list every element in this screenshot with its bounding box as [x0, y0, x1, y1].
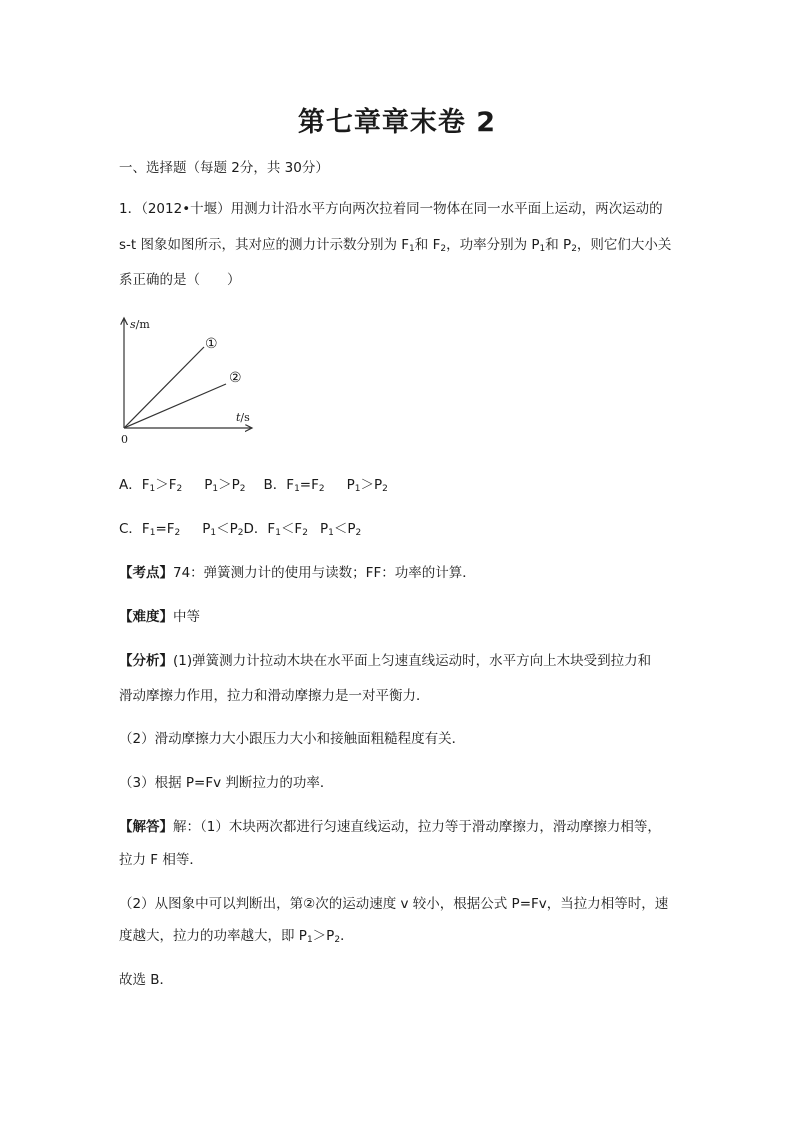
line-2 — [124, 384, 226, 428]
question-line-3: 系正确的是（ ） — [119, 272, 241, 288]
question-line-2: s-t 图象如图所示，其对应的测力计示数分别为 $F_1$和 $F_2$，功率分别为 $P_1$和 $P_2$，则它们大小关 — [119, 237, 672, 254]
line-2-label: ② — [229, 370, 242, 386]
page-title: 第七章章末卷 2 — [297, 107, 497, 138]
jieda-line-3: （2）从图象中可以判断出，第②次的运动速度 v 较小，根据公式 P=Fv，当拉力相等时，速 — [119, 896, 669, 912]
options-cd: C．$F_1=F_2$ $P_1<P_2D$．$F_1<F_2$ $P_1<P_2$ — [119, 521, 362, 538]
jieda-line-4: 度越大，拉力的功率越大，即 $P_1>P_2$． — [119, 928, 354, 945]
fenxi-line-4: （3）根据 P=Fv 判断拉力的功率． — [119, 775, 334, 791]
question-line-1: 1．（2012•十堰）用测力计沿水平方向两次拉着同一物体在同一水平面上运动，两次运动的 — [119, 201, 663, 217]
jieda-line-1: 【解答】解：（1）木块两次都进行匀速直线运动，拉力等于滑动摩擦力，滑动摩擦力相等， — [119, 819, 661, 835]
fenxi-line-1: 【分析】(1)弹簧测力计拉动木块在水平面上匀速直线运动时，水平方向上木块受到拉力和 — [119, 653, 652, 669]
kaodian: 【考点】74：弹簧测力计的使用与读数；FF：功率的计算． — [119, 565, 476, 581]
s-t-graph — [116, 312, 266, 447]
nandu: 【难度】中等 — [119, 609, 200, 625]
y-axis-label: s/m — [130, 318, 150, 331]
origin-label: 0 — [121, 433, 128, 446]
jieda-line-2: 拉力 F 相等． — [119, 852, 203, 868]
fenxi-line-2: 滑动摩擦力作用，拉力和滑动摩擦力是一对平衡力． — [119, 688, 430, 704]
x-axis-label: t/s — [236, 411, 250, 424]
fenxi-line-3: （2）滑动摩擦力大小跟压力大小和接触面粗糙程度有关． — [119, 731, 466, 747]
line-1-label: ① — [205, 336, 218, 352]
options-ab: A．$F_1>F_2$ $P_1>P_2$ B．$F_1=F_2$ $P_1>P_2$ — [119, 477, 388, 494]
section-heading: 一、选择题（每题 2分，共 30分） — [119, 160, 329, 176]
line-1 — [124, 347, 204, 428]
jieda-line-5: 故选 B． — [119, 972, 174, 988]
